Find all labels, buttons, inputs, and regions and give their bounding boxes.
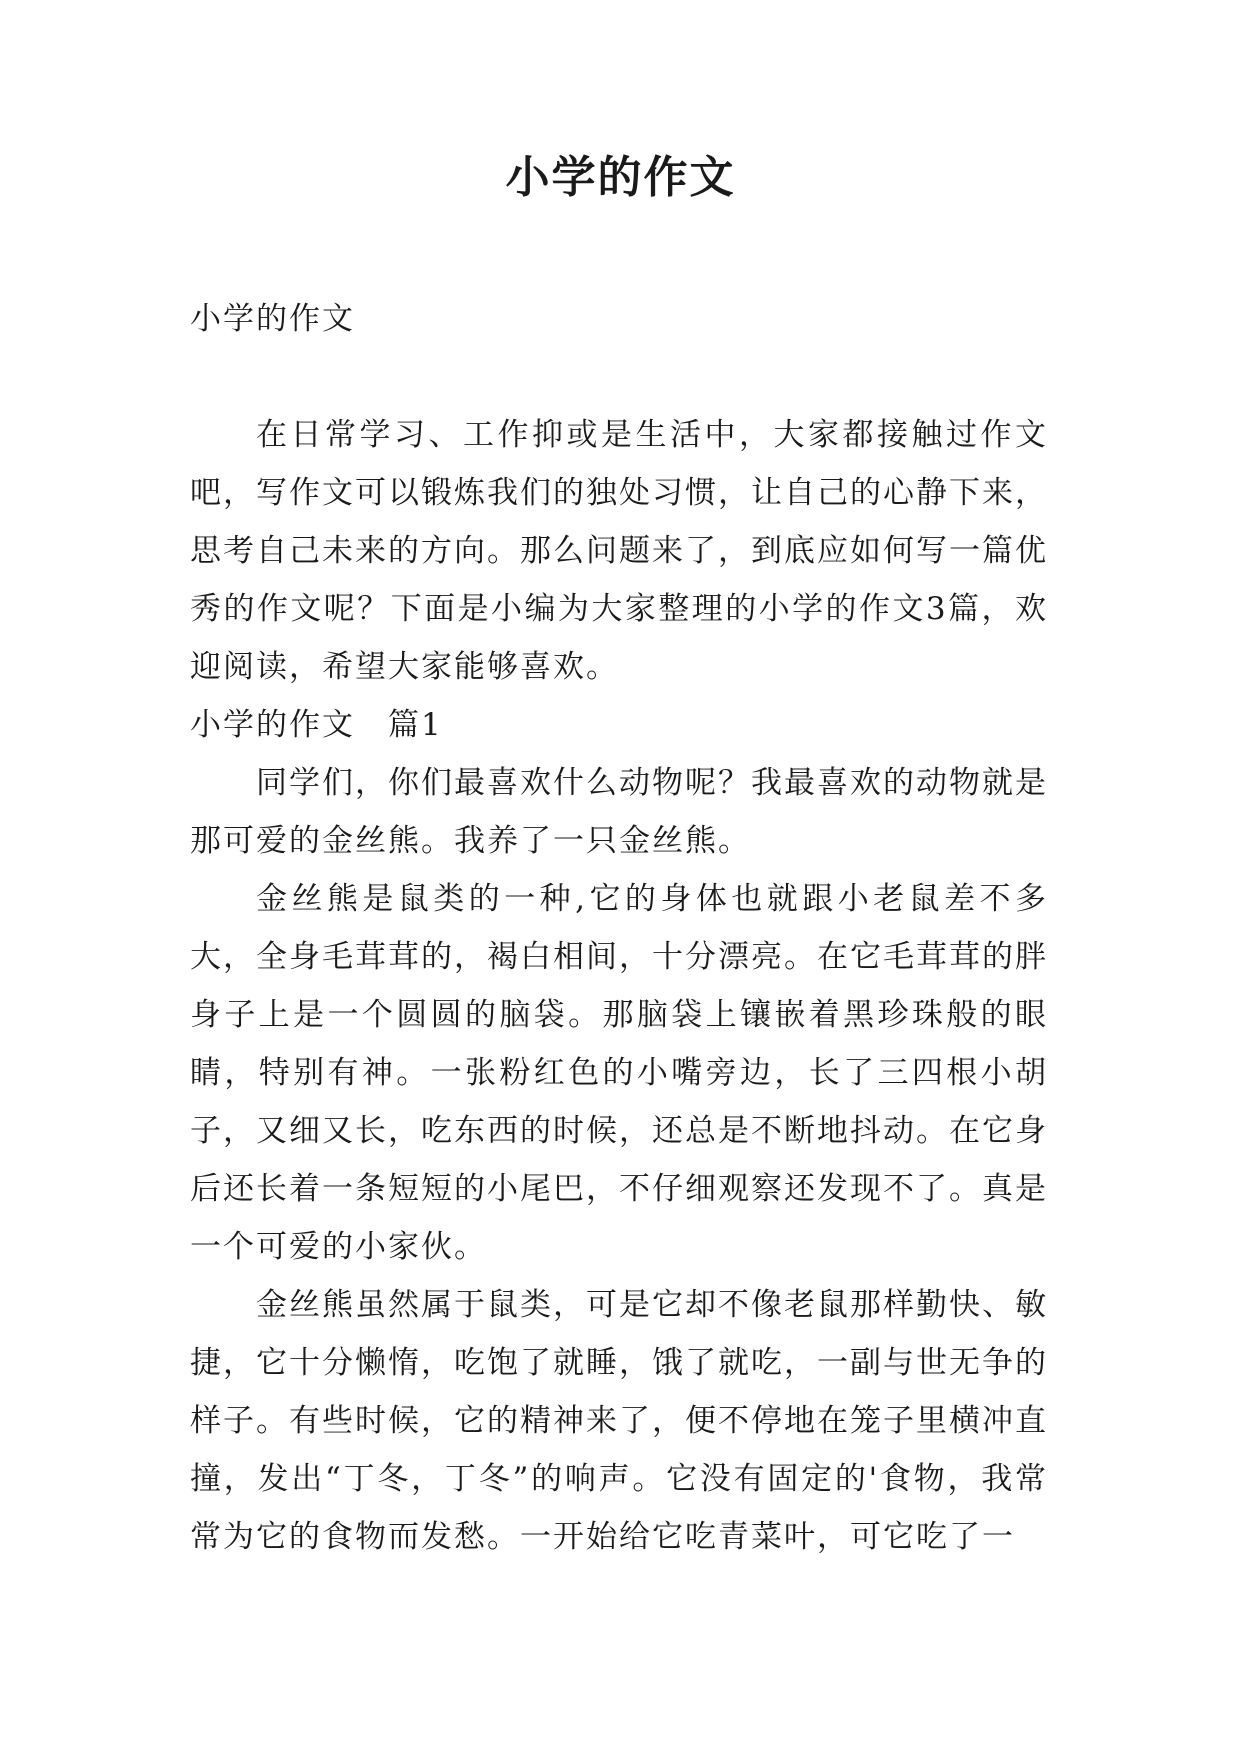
document-body	[190, 290, 1048, 1566]
intro-paragraph: 在日常学习、工作抑或是生活中，大家都接触过作文吧，写作文可以锻炼我们的独处习惯，让自己的心静下来，思考自己未来的方向。那么问题来了，到底应如何写一篇优秀的作文呢？下面是小编为大家整理的小学的作文3篇，欢迎阅读，希望大家能够喜欢。	[190, 417, 1048, 685]
section-heading: 小学的作文 篇1	[190, 707, 443, 743]
body-paragraph-1: 同学们，你们最喜欢什么动物呢？我最喜欢的动物就是那可爱的金丝熊。我养了一只金丝熊。	[190, 765, 1048, 859]
document-title: 小学的作文	[505, 152, 736, 203]
document-subtitle: 小学的作文	[190, 301, 355, 337]
body-paragraph-2: 金丝熊是鼠类的一种,它的身体也就跟小老鼠差不多大，全身毛茸茸的，褐白相间，十分漂亮。在它毛茸茸的胖身子上是一个圆圆的脑袋。那脑袋上镶嵌着黑珍珠般的眼睛，特别有神。一张粉红色的小嘴旁边，长了三四根小胡子，又细又长，吃东西的时候，还总是不断地抖动。在它身后还长着一条短短的小尾巴，不仔细观察还发现不了。真是一个可爱的小家伙。	[190, 881, 1048, 1265]
body-paragraph-3: 金丝熊虽然属于鼠类，可是它却不像老鼠那样勤快、敏捷，它十分懒惰，吃饱了就睡，饿了就吃，一副与世无争的样子。有些时候，它的精神来了，便不停地在笼子里横冲直撞，发出“丁冬，丁冬”的响声。它没有固定的'食物，我常常为它的食物而发愁。一开始给它吃青菜叶，可它吃了一	[190, 1287, 1048, 1555]
